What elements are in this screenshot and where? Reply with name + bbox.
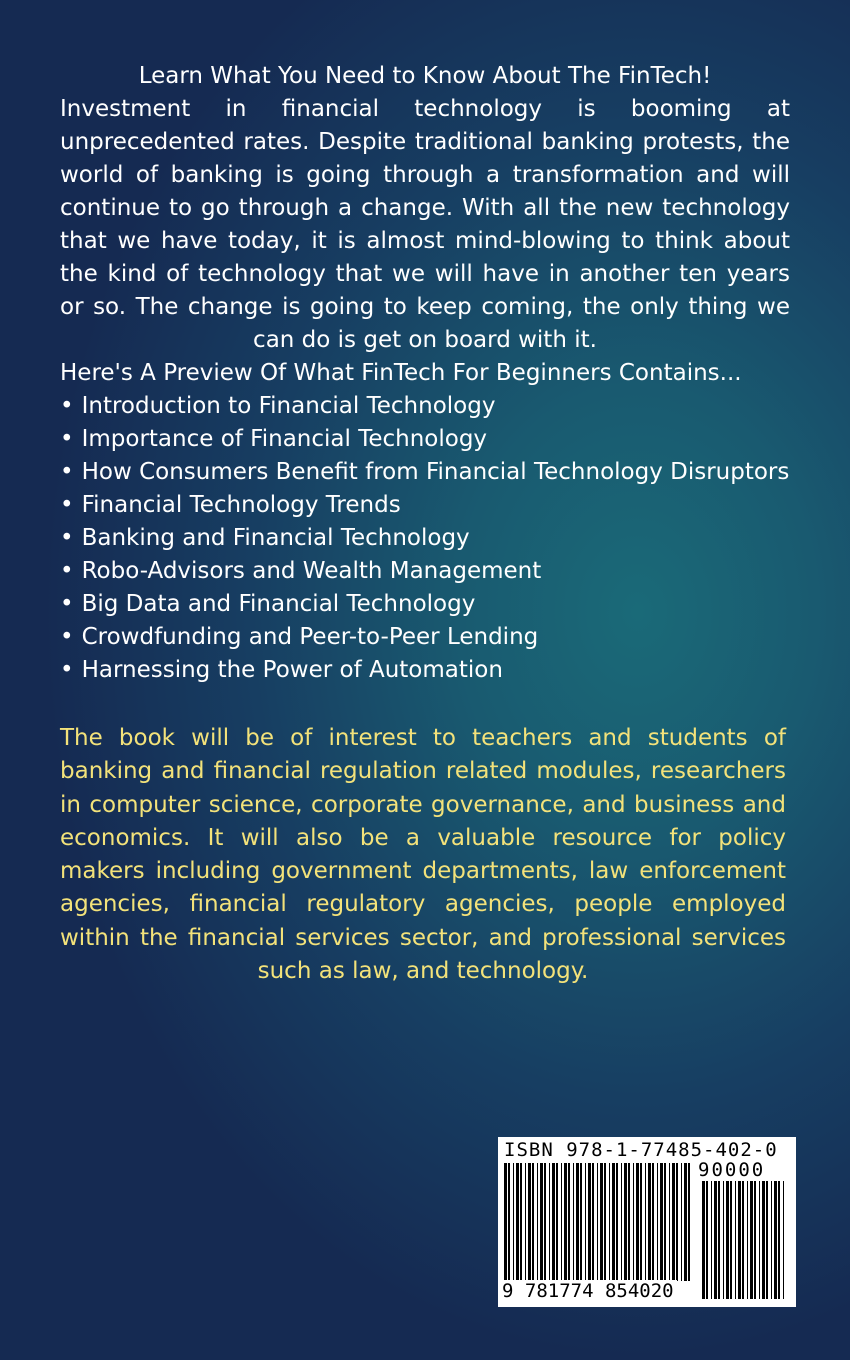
list-item: [60, 456, 800, 489]
bullet-icon: •: [60, 459, 74, 485]
list-item: [60, 390, 800, 423]
list-item-label: Big Data and Financial Technology: [81, 591, 476, 617]
bullet-icon: •: [60, 393, 74, 419]
list-item: [60, 489, 800, 522]
list-item: [60, 555, 800, 588]
list-item-label: Importance of Financial Technology: [81, 426, 488, 452]
list-item: [60, 654, 800, 687]
list-item-label: Banking and Financial Technology: [81, 525, 470, 551]
list-item: [60, 423, 800, 456]
bullet-icon: •: [60, 525, 74, 551]
bullet-icon: •: [60, 657, 74, 683]
list-item-label: Financial Technology Trends: [81, 492, 401, 518]
intro-title: Learn What You Need to Know About The FinTech!: [138, 63, 712, 89]
preview-list: [60, 390, 800, 687]
addon-barcode-icon: [702, 1181, 788, 1299]
preview-heading: Here's A Preview Of What FinTech For Beginners Contains...: [60, 360, 742, 386]
audience-paragraph: The book will be of interest to teachers and students of banking and financial regulation related modules, researchers in computer science, corporate governance, and business and economics. It will also be a valuable resource for policy makers including government departments, law enforcement agencies, financial regulatory agencies, people employed within the financial services sector, and professional services such as law, and technology.: [60, 725, 786, 985]
list-item: [60, 588, 800, 621]
list-item-label: Harnessing the Power of Automation: [81, 657, 503, 683]
bullet-icon: •: [60, 492, 74, 518]
intro-paragraph: Investment in financial technology is booming at unprecedented rates. Despite traditional banking protests, the world of banking is going through a transformation and will continue to go through a change. With all the new technology that we have today, it is almost mind-blowing to think about the kind of technology that we will have in another ten years or so. The change is going to keep coming, the only thing we can do is get on board with it.: [60, 96, 790, 353]
bullet-icon: •: [60, 558, 74, 584]
list-item: [60, 621, 800, 654]
list-item-label: Robo-Advisors and Wealth Management: [81, 558, 542, 584]
list-item: [60, 522, 800, 555]
ean-digits: 9 781774 854020: [502, 1280, 677, 1302]
bullet-icon: •: [60, 624, 74, 650]
bullet-icon: •: [60, 591, 74, 617]
price-code: 90000: [698, 1159, 766, 1181]
list-item-label: How Consumers Benefit from Financial Technology Disruptors: [81, 459, 790, 485]
bullet-icon: •: [60, 426, 74, 452]
list-item-label: Crowdfunding and Peer-to-Peer Lending: [81, 624, 539, 650]
barcode-box: [498, 1137, 796, 1307]
list-item-label: Introduction to Financial Technology: [81, 393, 496, 419]
isbn-label: ISBN 978-1-77485-402-0: [504, 1139, 778, 1161]
